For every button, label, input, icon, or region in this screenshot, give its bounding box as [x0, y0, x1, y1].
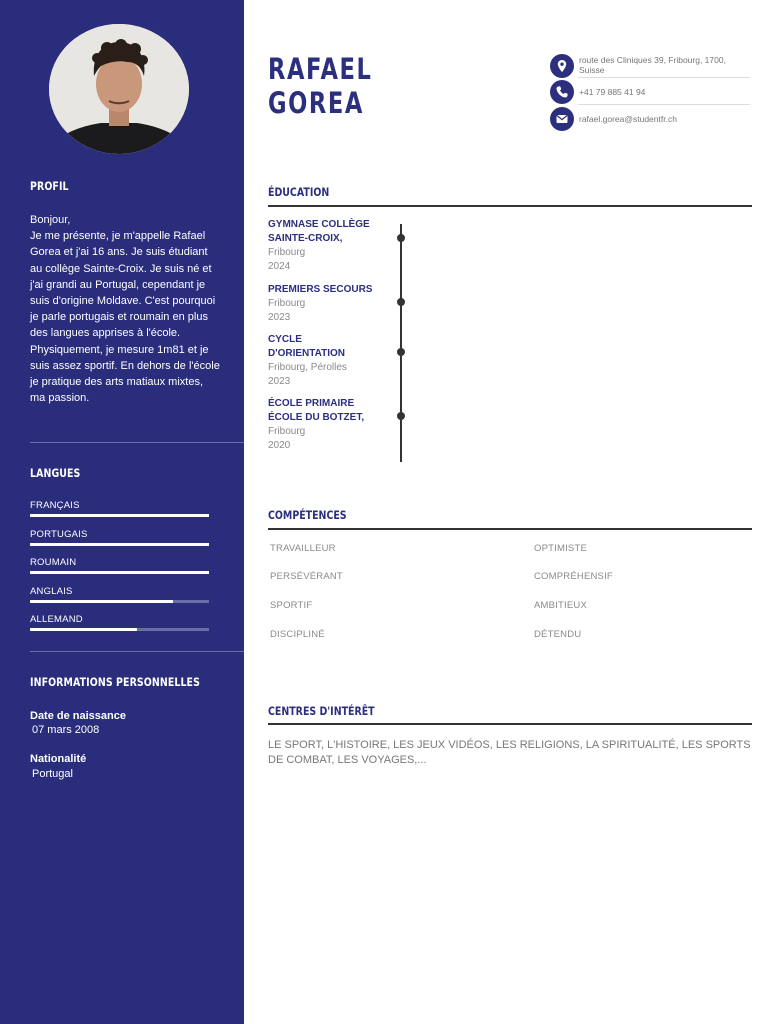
contact-phone: +41 79 885 41 94 — [579, 87, 646, 97]
sidebar — [0, 0, 244, 1024]
language-level-bar — [30, 600, 209, 603]
education-year: 2024 — [268, 261, 291, 272]
sidebar-divider — [30, 442, 244, 443]
language-item — [30, 557, 210, 574]
education-place: Fribourg — [268, 247, 306, 258]
language-level-fill — [30, 514, 209, 517]
language-level-fill — [30, 600, 173, 603]
interests-section-rule — [268, 723, 752, 725]
contact-address — [579, 55, 751, 75]
education-title: PREMIERS SECOURS — [268, 284, 373, 295]
profile-text — [30, 212, 220, 406]
location-icon — [550, 54, 574, 78]
skill-item: SPORTIF — [270, 600, 313, 611]
language-item — [30, 586, 210, 603]
profile-photo — [49, 24, 189, 154]
nationality-label: Nationalité — [30, 753, 87, 765]
timeline-dot — [397, 234, 405, 242]
language-level-fill — [30, 543, 209, 546]
skill-item: OPTIMISTE — [534, 543, 587, 554]
education-item — [268, 333, 393, 389]
birth-date-value: 07 mars 2008 — [32, 724, 100, 736]
education-timeline — [400, 224, 402, 462]
language-name: ANGLAIS — [30, 586, 73, 597]
education-title: GYMNASE COLLÈGE SAINTE-CROIX, — [268, 219, 370, 244]
interests-text: LE SPORT, L'HISTOIRE, LES JEUX VIDÉOS, LES RELIGIONS, LA SPIRITUALITÉ, LES SPORTS DE COMBAT, LES VOYAGES,... — [268, 739, 751, 766]
language-level-bar — [30, 628, 209, 631]
language-level-bar — [30, 543, 209, 546]
address-line-2: Suisse — [579, 65, 605, 75]
contact-email: rafael.gorea@studentfr.ch — [579, 114, 677, 124]
language-item — [30, 614, 210, 631]
nationality-value: Portugal — [32, 768, 73, 780]
address-line-1: route des Cliniques 39, Fribourg, 1700, — [579, 55, 726, 65]
interests-section-title: CENTRES D'INTÉRÊT — [268, 704, 375, 718]
education-title: CYCLE D'ORIENTATION — [268, 334, 346, 359]
language-level-fill — [30, 571, 209, 574]
language-name: ROUMAIN — [30, 557, 77, 568]
skill-item: DÉTENDU — [534, 629, 582, 640]
timeline-dot — [397, 348, 405, 356]
contact-divider — [578, 104, 750, 105]
education-place: Fribourg, Pérolles — [268, 362, 347, 373]
language-item — [30, 500, 210, 517]
education-item — [268, 218, 393, 274]
skill-item: DISCIPLINÉ — [270, 629, 325, 640]
language-level-fill — [30, 628, 137, 631]
skill-item: TRAVAILLEUR — [270, 543, 336, 554]
education-year: 2023 — [268, 312, 291, 323]
education-year: 2020 — [268, 440, 291, 451]
language-item — [30, 529, 210, 546]
education-place: Fribourg — [268, 298, 306, 309]
profile-section-title: PROFIL — [30, 179, 69, 193]
skill-item: AMBITIEUX — [534, 600, 588, 611]
education-section-title: ÉDUCATION — [268, 185, 330, 199]
education-item — [268, 397, 393, 453]
language-level-bar — [30, 514, 209, 517]
skills-section-title: COMPÉTENCES — [268, 508, 347, 522]
language-name: ALLEMAND — [30, 614, 83, 625]
profile-text-content: Bonjour, Je me présente, je m'appelle Rafael Gorea et j'ai 16 ans. Je suis étudiant au collège Sainte-Croix. Je suis né et j'ai grandi au Portugal, cependant je suis d'origine Moldave. C'est pourquoi je parle portugais et roumain en plus des langues apprises à l'école. Physiquement, je mesure 1m81 et je suis assez sportif. En dehors de l'école je pratique des arts matiaux mixtes, ma passion. — [30, 214, 220, 405]
timeline-dot — [397, 298, 405, 306]
skill-item: PERSÉVÉRANT — [270, 571, 343, 582]
education-item — [268, 283, 393, 325]
birth-date-label: Date de naissance — [30, 710, 126, 722]
skill-item: COMPRÉHENSIF — [534, 571, 613, 582]
first-name: RAFAEL — [268, 52, 373, 86]
languages-section-title: LANGUES — [30, 466, 81, 480]
skills-section-rule — [268, 528, 752, 530]
education-year: 2023 — [268, 376, 291, 387]
language-level-bar — [30, 571, 209, 574]
education-place: Fribourg — [268, 426, 306, 437]
language-name: PORTUGAIS — [30, 529, 88, 540]
phone-icon — [550, 80, 574, 104]
education-title: ÉCOLE PRIMAIRE ÉCOLE DU BOTZET, — [268, 398, 365, 423]
timeline-dot — [397, 412, 405, 420]
personal-info-section-title: INFORMATIONS PERSONNELLES — [30, 675, 200, 689]
last-name: GOREA — [268, 86, 364, 120]
contact-divider — [578, 77, 750, 78]
education-section-rule — [268, 205, 752, 207]
email-icon — [550, 107, 574, 131]
sidebar-divider — [30, 651, 244, 652]
language-name: FRANÇAIS — [30, 500, 80, 511]
